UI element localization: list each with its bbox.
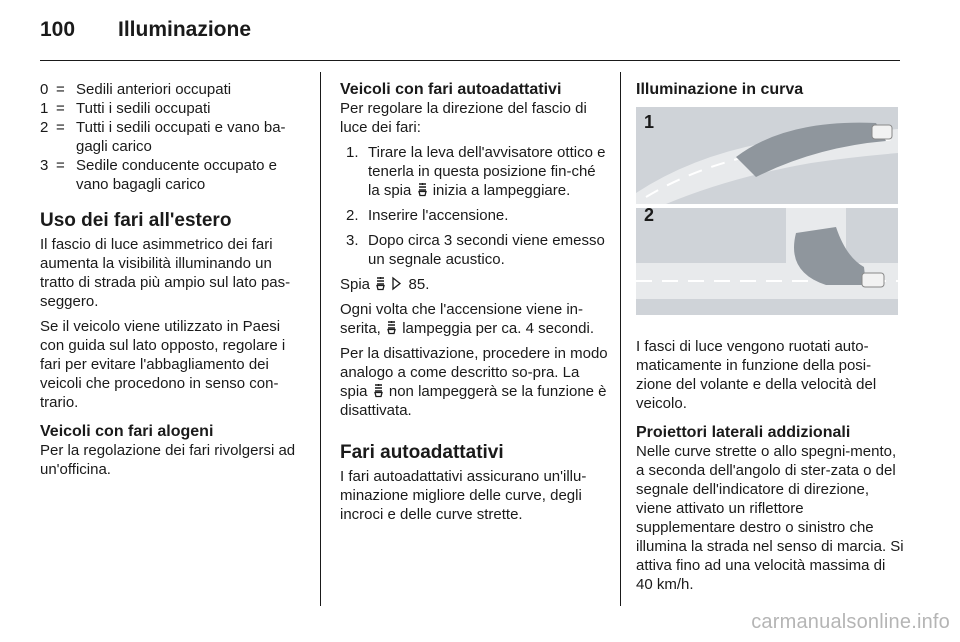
legend-equals: = <box>56 119 65 136</box>
paragraph: Per la regolazione dei fari rivolgersi ad un'officina. <box>40 442 296 478</box>
paragraph <box>340 344 610 420</box>
legend-equals: = <box>56 100 65 117</box>
heading-abroad: Uso dei fari all'estero <box>40 210 232 231</box>
paragraph <box>340 300 610 338</box>
legend-row <box>40 118 308 156</box>
step-text-part: Tirare la leva dell'avvisatore ottico e tenerla in questa posizione fin-ché la spia <box>368 144 606 199</box>
heading-halogen: Veicoli con fari alogeni <box>40 423 214 440</box>
text-part: Ogni volta che l'accensione viene in-serita, <box>340 301 584 337</box>
legend-text: Sedile conducente occupato e vano bagagli carico <box>76 157 277 193</box>
steps-list <box>340 143 610 269</box>
legend-equals: = <box>56 81 65 98</box>
page-title: Illuminazione <box>118 18 252 41</box>
column-divider <box>620 72 621 606</box>
step-text: Dopo circa 3 secondi viene emesso un segnale acustico. <box>368 232 605 268</box>
legend-row <box>40 80 308 99</box>
occupancy-legend <box>40 80 308 194</box>
step-number: 2. <box>346 207 359 224</box>
watermark: carmanualsonline.info <box>751 611 950 633</box>
step-text <box>368 143 610 200</box>
page-reference[interactable]: 85. <box>408 276 430 293</box>
legend-text: Sedili anteriori occupati <box>76 81 232 98</box>
step-text-part: inizia a lampeggiare. <box>432 182 571 199</box>
legend-equals: = <box>56 157 65 174</box>
curve-lighting-illustration <box>636 107 898 315</box>
paragraph: Per regolare la direzione del fascio di luce dei fari: <box>340 100 587 136</box>
step-text: Inserire l'accensione. <box>368 207 509 224</box>
heading-adaptive-vehicles: Veicoli con fari autoadattativi <box>340 81 562 98</box>
headlight-leveling-icon <box>372 383 385 398</box>
step-number: 3. <box>346 232 359 249</box>
legend-text: Tutti i sedili occupati e vano ba-gagli carico <box>76 119 286 155</box>
spia-label: Spia <box>340 276 371 293</box>
heading-curve-lighting: Illuminazione in curva <box>636 81 804 98</box>
paragraph: Nelle curve strette o allo spegni-mento, a seconda dell'angolo di ster-zata o del segnale dell'indicatore di direzione, viene attivato un riflettore supplementare destro o sinistro che illumina la strada nel senso di marcia. Si attiva fino ad una velocità massima di 40 km/h. <box>636 443 904 593</box>
text-part: lampeggia per ca. 4 secondi. <box>402 320 594 337</box>
headlight-leveling-icon <box>374 276 387 291</box>
figure-label: 2 <box>644 205 655 225</box>
legend-key: 0 <box>40 81 49 98</box>
curve-lighting-figure <box>636 107 898 315</box>
column-2 <box>340 80 610 524</box>
list-item <box>346 206 610 225</box>
legend-text: Tutti i sedili occupati <box>76 100 211 117</box>
page-reference-arrow-icon[interactable] <box>391 276 404 291</box>
legend-key: 2 <box>40 119 49 136</box>
paragraph: Il fascio di luce asimmetrico dei fari aumenta la visibilità illuminando un tratto di strada più ampio sul lato pas-seggero. <box>40 236 291 310</box>
column-divider <box>320 72 321 606</box>
page-number: 100 <box>40 18 76 41</box>
paragraph: Se il veicolo viene utilizzato in Paesi con guida sul lato opposto, regolare i fari per evitare l'abbagliamento dei veicoli che procedono in senso con-trario. <box>40 318 286 411</box>
heading-adaptive: Fari autoadattativi <box>340 442 504 463</box>
legend-row <box>40 99 308 118</box>
legend-row <box>40 156 308 194</box>
step-number: 1. <box>346 144 359 161</box>
text-part: Per la disattivazione, procedere in modo analogo a come descritto so-pra. La spia <box>340 345 608 400</box>
list-item <box>346 143 610 200</box>
text-part: non lampeggerà se la funzione è disattivata. <box>340 383 607 419</box>
legend-key: 3 <box>40 157 49 174</box>
figure-label: 1 <box>644 112 655 132</box>
header-rule <box>40 60 900 61</box>
list-item <box>346 231 610 269</box>
paragraph: I fasci di luce vengono ruotati auto-maticamente in funzione della posi-zione del volante e della velocità del veicolo. <box>636 338 877 412</box>
heading-side-lights: Proiettori laterali addizionali <box>636 424 851 441</box>
column-1 <box>40 80 308 479</box>
spia-reference <box>340 275 610 294</box>
headlight-leveling-icon <box>416 182 429 197</box>
paragraph: I fari autoadattativi assicurano un'illu-minazione migliore delle curve, degli incroci e delle curve strette. <box>340 468 587 523</box>
headlight-leveling-icon <box>385 320 398 335</box>
column-3 <box>636 80 906 594</box>
page-header <box>40 18 920 58</box>
legend-key: 1 <box>40 100 49 117</box>
